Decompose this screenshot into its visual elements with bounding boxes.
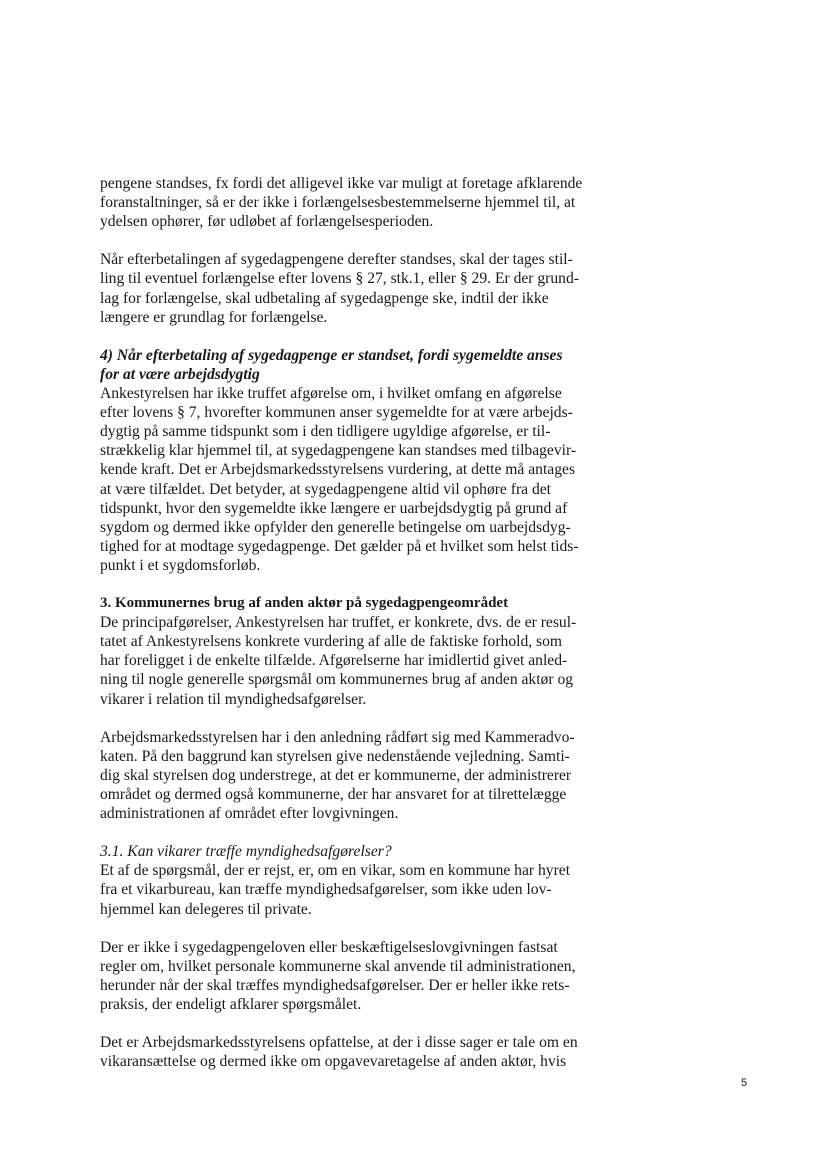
text-line: dig skal styrelsen dog understrege, at det er kommunerne, der administrerer [100, 766, 572, 784]
text-line: kende kraft. Det er Arbejdsmarkedsstyrelsens vurdering, at dette må antages [100, 461, 576, 479]
text-line: ydelsen ophører, før udløbet af forlængelsesperioden. [100, 213, 434, 231]
text-line: vikaransættelse og dermed ikke om opgavevaretagelse af anden aktør, hvis [100, 1053, 567, 1071]
text-line: fra et vikarbureau, kan træffe myndighedsafgørelser, som ikke uden lov- [100, 881, 552, 899]
paragraph-4 [100, 613, 625, 708]
text-line: strækkelig klar hjemmel til, at sygedagpengene kan standses med tilbagevir- [100, 442, 577, 460]
text-line: sygdom og dermed ikke opfylder den generelle betingelse om uarbejdsdyg- [100, 518, 571, 536]
text-line: regler om, hvilket personale kommunerne skal anvende til administrationen, [100, 957, 576, 975]
text-line: dygtig på samme tidspunkt som i den tidligere ugyldige afgørelse, er til- [100, 423, 551, 441]
text-line: at være tilfældet. Det betyder, at sygedagpengene altid vil ophøre fra det [100, 480, 552, 498]
text-line: ling til eventuel forlængelse efter lovens § 27, stk.1, eller § 29. Er der grund- [100, 270, 579, 288]
text-line: pengene standses, fx fordi det alligevel ikke var muligt at foretage afklarende [100, 175, 583, 192]
page-number: 5 [741, 1077, 748, 1089]
text-line: herunder når der skal træffes myndighedsafgørelser. Der er heller ikke rets- [100, 976, 570, 994]
text-line: området og dermed også kommunerne, der har ansvaret for at tilrettelægge [100, 786, 567, 803]
text-line: Et af de spørgsmål, der er rejst, er, om en vikar, som en kommune har hyret [100, 862, 571, 880]
text-line: ning til nogle generelle spørgsmål om kommunernes brug af anden aktør og [100, 671, 574, 689]
text-line: Der er ikke i sygedagpengeloven eller beskæftigelseslovgivningen fastsat [100, 938, 558, 956]
text-line: administrationen af området efter lovgivningen. [100, 805, 399, 823]
body-text [100, 174, 625, 1071]
paragraph-1 [100, 174, 625, 231]
text-line: tatet af Ankestyrelsens konkrete vurdering af alle de faktiske forhold, som [100, 633, 563, 651]
paragraph-6 [100, 861, 625, 918]
heading-line: 4) Når efterbetaling af sygedagpenge er standset, fordi sygemeldte anses [100, 346, 563, 364]
heading-line: for at være arbejdsdygtig [100, 365, 260, 383]
text-line: vikarer i relation til myndighedsafgørelser. [100, 690, 367, 708]
text-line: katen. På den baggrund kan styrelsen give nedenstående vejledning. Samti- [100, 747, 570, 765]
section-4-heading [100, 346, 625, 384]
text-line: tidspunkt, hvor den sygemeldte ikke længere er uarbejdsdygtig på grund af [100, 499, 568, 517]
section-3-1-heading: 3.1. Kan vikarer træffe myndighedsafgørelser? [100, 843, 392, 861]
text-line: Når efterbetalingen af sygedagpengene derefter standses, skal der tages stil- [100, 251, 573, 269]
text-line: Det er Arbejdsmarkedsstyrelsens opfattelse, at der i disse sager er tale om en [100, 1034, 578, 1052]
text-line: punkt i et sygdomsforløb. [100, 556, 261, 574]
text-line: lag for forlængelse, skal udbetaling af sygedagpenge ske, indtil der ikke [100, 289, 549, 307]
text-line: foranstaltninger, så er der ikke i forlængelsesbestemmelserne hjemmel til, at [100, 194, 576, 212]
text-line: efter lovens § 7, hvorefter kommunen anser sygemeldte for at være arbejds- [100, 404, 573, 422]
text-line: hjemmel kan delegeres til private. [100, 900, 312, 918]
section-3-heading: 3. Kommunernes brug af anden aktør på sygedagpengeområdet [100, 595, 509, 612]
paragraph-8 [100, 1033, 625, 1071]
text-line: praksis, der endeligt afklarer spørgsmålet. [100, 996, 362, 1014]
text-line: har foreligget i de enkelte tilfælde. Afgørelserne har imidlertid givet anled- [100, 652, 568, 670]
text-line: tighed for at modtage sygedagpenge. Det gælder på et hvilket som helst tids- [100, 537, 579, 555]
text-line: længere er grundlag for forlængelse. [100, 308, 328, 326]
text-line: Ankestyrelsen har ikke truffet afgørelse om, i hvilket omfang en afgørelse [100, 385, 562, 403]
paragraph-2 [100, 250, 625, 326]
paragraph-5 [100, 728, 625, 823]
paragraph-7 [100, 938, 625, 1014]
paragraph-3 [100, 384, 625, 575]
text-line: De principafgørelser, Ankestyrelsen har truffet, er konkrete, dvs. de er resul- [100, 614, 577, 632]
text-line: Arbejdsmarkedsstyrelsen har i den anledning rådført sig med Kammeradvo- [100, 728, 575, 746]
